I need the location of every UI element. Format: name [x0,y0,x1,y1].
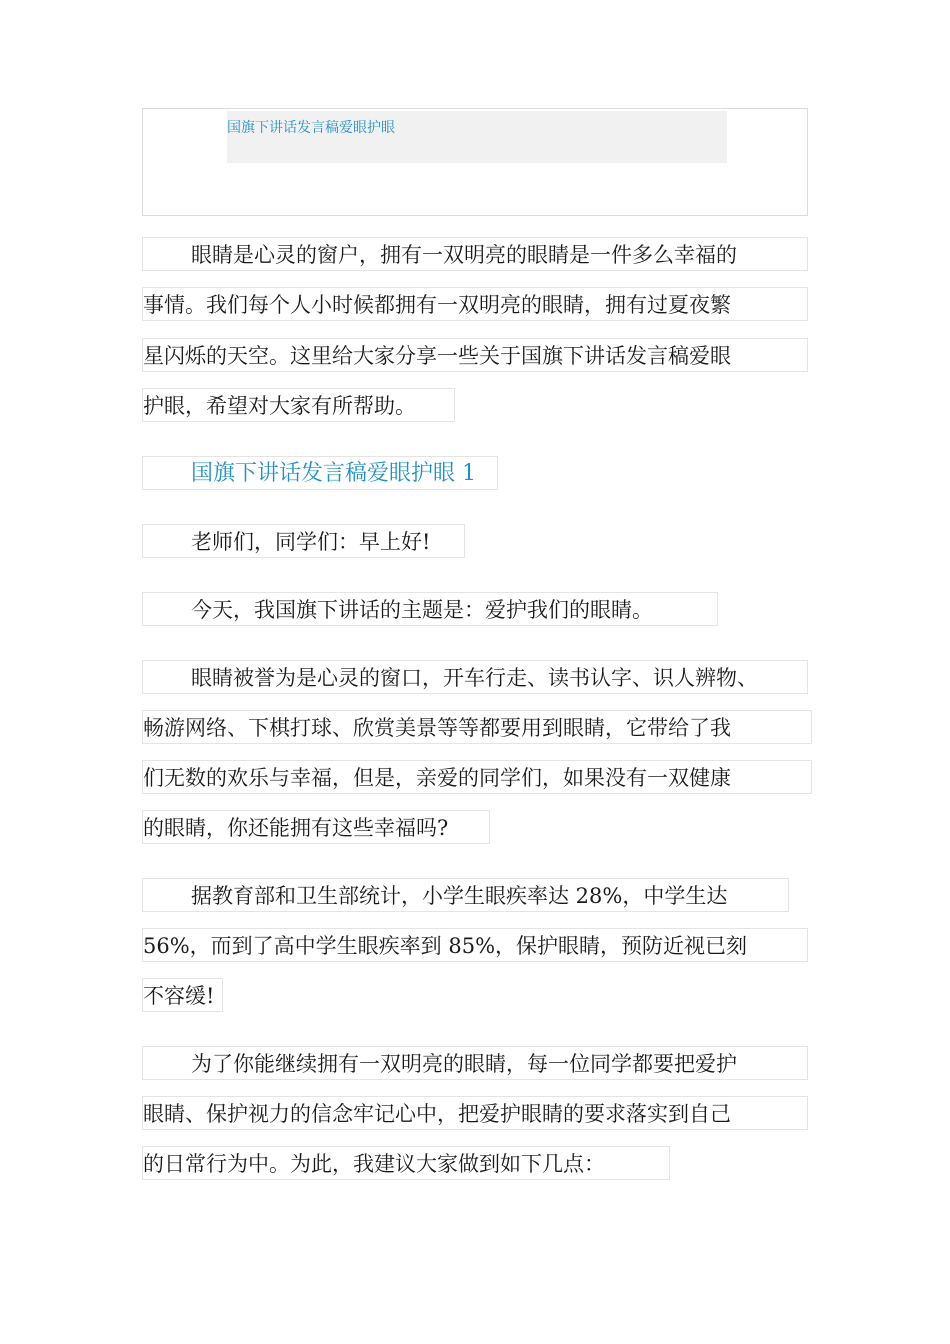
intro-line-1: 眼睛是心灵的窗户，拥有一双明亮的眼睛是一件多么幸福的 [142,237,808,271]
para1-line-4: 的眼睛，你还能拥有这些幸福吗? [142,810,490,844]
intro-line-3: 星闪烁的天空。这里给大家分享一些关于国旗下讲话发言稿爱眼 [142,338,808,372]
para2-line-3: 不容缓! [142,978,223,1012]
para3-line-2: 眼睛、保护视力的信念牢记心中，把爱护眼睛的要求落实到自己 [142,1096,808,1130]
para2-line-2: 56%，而到了高中学生眼疾率到 85%，保护眼睛，预防近视已刻 [142,928,808,962]
para2-line-1: 据教育部和卫生部统计，小学生眼疾率达 28%，中学生达 [142,878,789,912]
section-heading: 国旗下讲话发言稿爱眼护眼 1 [142,456,498,490]
para3-line-1: 为了你能继续拥有一双明亮的眼睛，每一位同学都要把爱护 [142,1046,808,1080]
para1-line-3: 们无数的欢乐与幸福，但是，亲爱的同学们，如果没有一双健康 [142,760,812,794]
document-header [142,108,808,216]
para1-line-1: 眼睛被誉为是心灵的窗口，开车行走、读书认字、识人辨物、 [142,660,808,694]
para1-line-2: 畅游网络、下棋打球、欣赏美景等等都要用到眼睛，它带给了我 [142,710,812,744]
greeting-line: 老师们，同学们：早上好! [142,524,465,558]
header-title[interactable]: 国旗下讲话发言稿爱眼护眼 [227,120,395,136]
para3-line-3: 的日常行为中。为此，我建议大家做到如下几点： [142,1146,670,1180]
intro-line-4: 护眼，希望对大家有所帮助。 [142,388,455,422]
topic-line: 今天，我国旗下讲话的主题是：爱护我们的眼睛。 [142,592,718,626]
intro-line-2: 事情。我们每个人小时候都拥有一双明亮的眼睛，拥有过夏夜繁 [142,287,808,321]
